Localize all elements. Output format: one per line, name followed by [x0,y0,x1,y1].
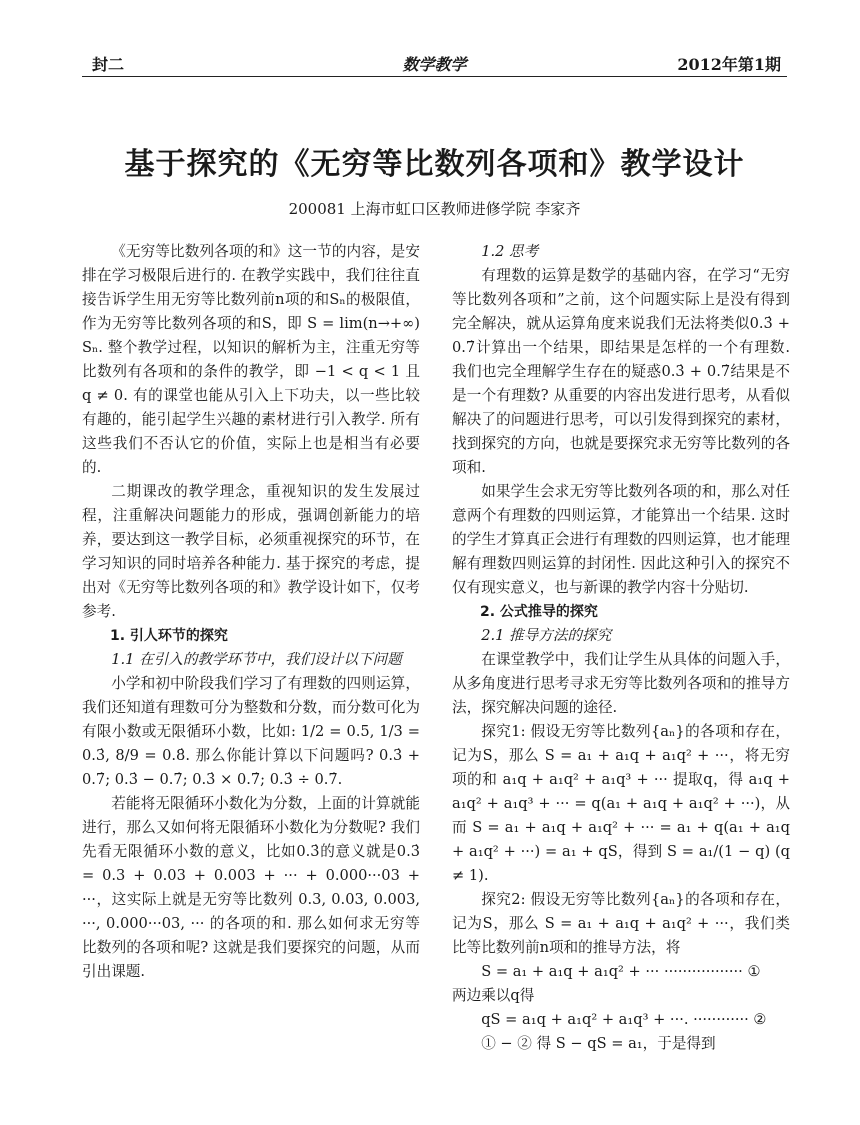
article-title: 基于探究的《无穷等比数列各项和》教学设计 [124,147,745,182]
header-issue: 2012年第1期 [677,55,781,74]
header-journal-name: 数学教学 [402,55,467,74]
paragraph: 有理数的运算是数学的基础内容，在学习“无穷等比数列各项和”之前，这个问题实际上是没有得到完全解决，就从运算角度来说我们无法将类似0.3̇ + 0.7̇计算出一个结果，即结果是怎样的一个有理数. 我们也完全理解学生存在的疑惑0.3̇ + 0.7̇结果是不是一个有理数? 从重要的内容出发进行思考，从看似解决了的问题进行思考，可以引发得到探究的素材，找到探究的方向，也就是要探究求无穷等比数列的各项和. [452,267,790,476]
left-column [82,240,420,984]
paragraph: 《无穷等比数列各项的和》这一节的内容，是安排在学习极限后进行的. 在教学实践中，我们往往直接告诉学生用无穷等比数列前n项的和Sₙ的极限值，作为无穷等比数列各项的和S，即 S = lim(n→+∞) Sₙ. 整个教学过程，以知识的解析为主，注重无穷等比数列有各项和的条件的教学，即 −1 < q < 1 且 q ≠ 0. 有的课堂也能从引入上下功夫，以一些比较有趣的，能引起学生兴趣的素材进行引入教学. 所有这些我们不否认它的价值，实际上也是相当有必要的. [82,243,420,476]
paragraph: 在课堂教学中，我们让学生从具体的问题入手，从多角度进行思考寻求无穷等比数列各项和的推导方法，探究解决问题的途径. [452,651,790,716]
header-page-label: 封二 [92,55,125,74]
text-line: 两边乘以q得 [452,987,535,1004]
section-heading: 1. 引人环节的探究 [110,628,228,644]
subsection-heading: 1.1 在引入的教学环节中，我们设计以下问题 [111,651,402,668]
paragraph: 小学和初中阶段我们学习了有理数的四则运算，我们还知道有理数可分为整数和分数，而分数可化为有限小数或无限循环小数，比如: 1/2 = 0.5, 1/3 = 0.3̇, 8/9 = 0.8̇. 那么你能计算以下问题吗? 0.3̇ + 0.7̇; 0.3̇ − 0.7̇; 0.3̇ × 0.7̇; 0.3̇ ÷ 0.7̇. [82,675,420,788]
formula-line: S = a₁ + a₁q + a₁q² + ··· ················· ① [481,963,761,980]
running-header [82,50,787,77]
subsection-heading: 2.1 推导方法的探究 [481,627,612,644]
right-column [452,240,790,1056]
paragraph: 二期课改的教学理念，重视知识的发生发展过程，注重解决问题能力的形成，强调创新能力的培养，要达到这一教学目标，必须重视探究的环节，在学习知识的同时培养各种能力. 基于探究的考虑，提出对《无穷等比数列各项的和》教学设计如下，仅考参考. [82,483,420,620]
formula-line: qS = a₁q + a₁q² + a₁q³ + ···. ············ ② [481,1011,767,1028]
paragraph: 如果学生会求无穷等比数列各项的和，那么对任意两个有理数的四则运算，才能算出一个结果. 这时的学生才算真正会进行有理数的四则运算，也才能理解有理数四则运算的封闭性. 因此这种引入的探究不仅有现实意义，也与新课的教学内容十分贴切. [452,483,790,596]
section-heading: 2. 公式推导的探究 [480,604,598,620]
paragraph: 探究2: 假设无穷等比数列{aₙ}的各项和存在，记为S，那么 S = a₁ + a₁q + a₁q² + ···，我们类比等比数列前n项和的推导方法，将 [452,891,790,956]
paragraph: 若能将无限循环小数化为分数，上面的计算就能进行，那么又如何将无限循环小数化为分数呢? 我们先看无限循环小数的意义，比如0.3̇的意义就是0.3̇ = 0.3 + 0.03 + 0.003 + ··· + 0.000···03 + ···，这实际上就是无穷等比数列 0.3, 0.03, 0.003, ···, 0.000···03, ··· 的各项的和. 那么如何求无穷等比数列的各项和呢? 这就是我们要探究的问题，从而引出课题. [82,795,420,980]
author-line: 200081 上海市虹口区教师进修学院 李家齐 [288,200,581,218]
subsection-heading: 1.2 思考 [481,243,539,260]
formula-line: ① − ② 得 S − qS = a₁，于是得到 [481,1035,716,1052]
paragraph: 探究1: 假设无穷等比数列{aₙ}的各项和存在，记为S，那么 S = a₁ + a₁q + a₁q² + ···，将无穷项的和 a₁q + a₁q² + a₁q³ + ··· 提取q，得 a₁q + a₁q² + a₁q³ + ··· = q(a₁ + a₁q + a₁q² + ···)，从而 S = a₁ + a₁q + a₁q² + ··· = a₁ + q(a₁ + a₁q + a₁q² + ···) = a₁ + qS，得到 S = a₁/(1 − q) (q ≠ 1). [452,723,790,884]
